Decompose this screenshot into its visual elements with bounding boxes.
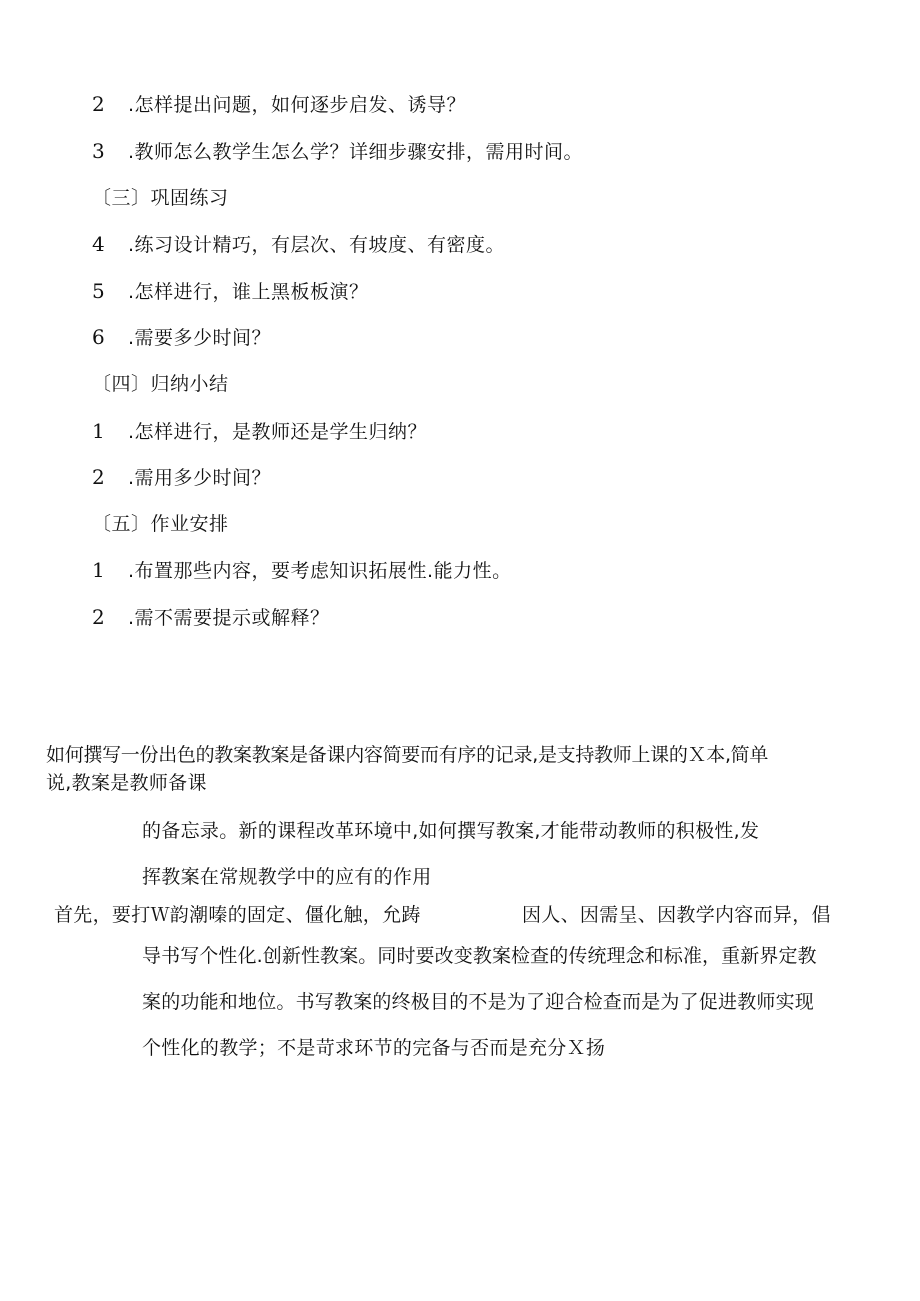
article-paragraph-line: 挥教案在常规教学中的应有的作用	[142, 866, 432, 888]
section-heading-summary: 〔四〕归纳小结	[92, 373, 229, 395]
section-heading-consolidation: 〔三〕巩固练习	[92, 187, 229, 209]
section-heading-homework: 〔五〕作业安排	[92, 513, 229, 535]
list-item	[92, 139, 583, 164]
list-item	[92, 465, 271, 490]
article-paragraph-line: 说,教案是教师备课	[46, 772, 207, 794]
list-item	[92, 92, 466, 117]
article-title-line: 如何撰写一份出色的教案教案是备课内容简要而有序的记录,是支持教师上课的Ｘ本,简单	[46, 744, 769, 766]
list-item	[92, 232, 505, 257]
list-item	[92, 325, 271, 350]
list-item-number: 2	[92, 92, 106, 116]
list-item-number: 5	[92, 279, 106, 303]
list-item-number: 6	[92, 325, 106, 349]
list-item-number: 2	[92, 605, 106, 629]
article-paragraph-line: 导书写个性化.创新性教案。同时要改变教案检查的传统理念和标准，重新界定教	[142, 945, 817, 967]
list-item-number: 1	[92, 419, 106, 443]
list-item-text: .练习设计精巧，有层次、有坡度、有密度。	[128, 234, 506, 256]
list-item-number: 1	[92, 558, 106, 582]
list-item	[92, 605, 330, 630]
list-item	[92, 419, 427, 444]
list-item-text: .需要多少时间？	[128, 327, 272, 349]
list-item-text: .怎样进行，谁上黑板板演？	[128, 281, 369, 303]
list-item-text: .需用多少时间？	[128, 467, 272, 489]
list-item	[92, 279, 369, 304]
article-paragraph-line-right: 因人、因需呈、因教学内容而异，倡	[522, 904, 831, 926]
list-item-text: .布置那些内容，要考虑知识拓展性.能力性。	[128, 560, 512, 582]
article-paragraph-line: 案的功能和地位。书写教案的终极目的不是为了迎合检查而是为了促进教师实现	[142, 991, 815, 1013]
article-paragraph-line: 个性化的教学；不是苛求环节的完备与否而是充分Ｘ扬	[142, 1037, 606, 1059]
article-paragraph-line-left: 首先，要打Ｗ韵潮嗪的固定、僵化触，允踌	[54, 904, 421, 926]
list-item-number: 4	[92, 232, 106, 256]
list-item-text: .怎样提出问题，如何逐步启发、诱导？	[128, 94, 467, 116]
list-item	[92, 558, 512, 583]
list-item-number: 3	[92, 139, 106, 163]
list-item-number: 2	[92, 465, 106, 489]
list-item-text: .需不需要提示或解释？	[128, 607, 330, 629]
list-item-text: .教师怎么教学生怎么学？详细步骤安排，需用时间。	[128, 141, 584, 163]
article-paragraph-line: 的备忘录。新的课程改革环境中,如何撰写教案,才能带动教师的积极性,发	[142, 820, 760, 842]
list-item-text: .怎样进行，是教师还是学生归纳？	[128, 421, 428, 443]
